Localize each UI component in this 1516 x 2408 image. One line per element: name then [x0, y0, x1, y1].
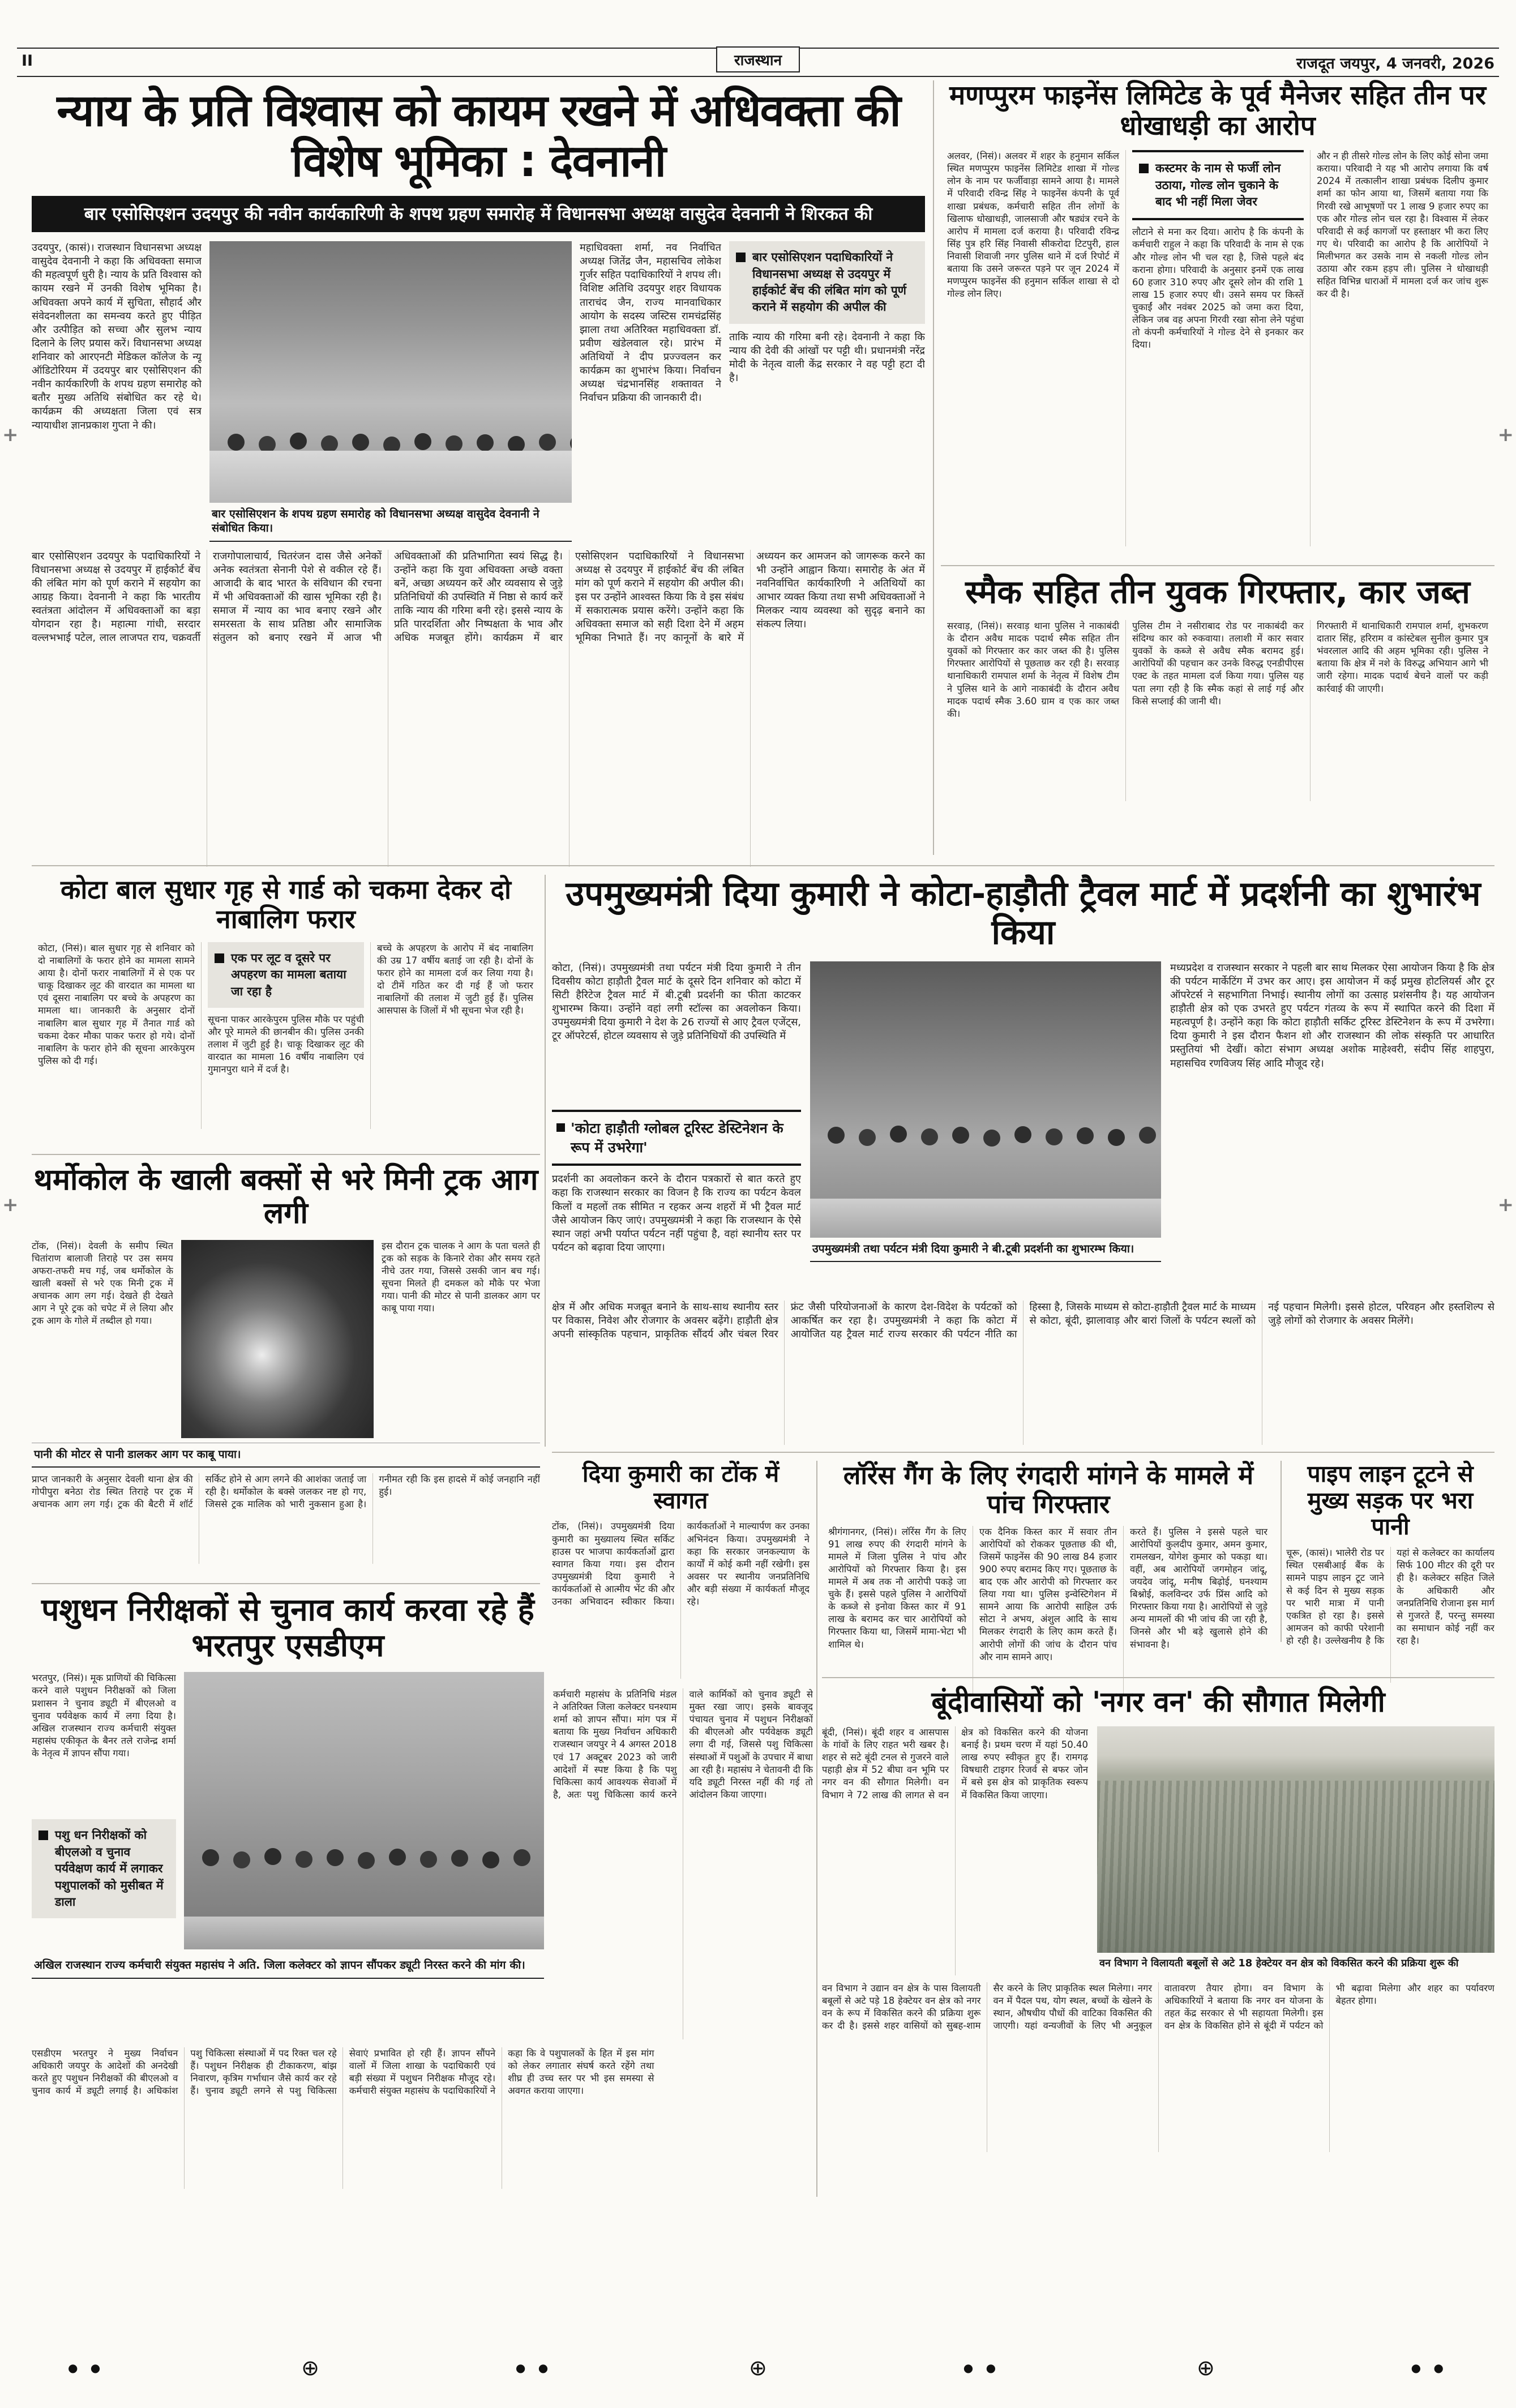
remand-col-2 [201, 942, 370, 1129]
fire-body-2: इस दौरान ट्रक चालक ने आग के पता चलते ही ट्रक को सड़क के किनारे रोका और समय रहते नीचे उतर गया, जिससे उसकी जान बच गई। सूचना मिलते ही दमकल को मौके पर भेजा गया। पानी की मोटर से पानी डालकर आग पर काबू पाया गया। [382, 1240, 540, 1314]
lead-top-row [32, 241, 925, 542]
article-smack [941, 574, 1494, 801]
registration-plus-icon: + [1497, 1194, 1514, 1216]
square-bullet-icon [736, 253, 746, 262]
remand-highlight-box [208, 942, 364, 1008]
remand-body-1: कोटा, (निसं)। बाल सुधार गृह से शनिवार को दो नाबालिगों के फरार होने का मामला सामने आया है। दोनों फरार नाबालिगों में से एक पर चाकू दिखाकर लूट की वारदात का मामला था एवं दूसरा नाबालिग पर बच्चे के अपहरण का मामला था। जानकारी के अनुसार दोनों नाबालिग बाल सुधार गृह में तैनात गार्ड को चकमा देकर मौका पाकर फरार हो गये। दोनों नाबालिग के फरार होने की सूचना आरकेपुरम पुलिस को दी गई। [38, 942, 195, 1066]
mart-body-left: कोटा, (निसं)। उपमुख्यमंत्री तथा पर्यटन मंत्री दिया कुमारी ने तीन दिवसीय कोटा हाड़ौती ट्रैवल मार्ट के दूसरे दिन शनिवार को कोटा में सिटी हैरिटेज ट्रैवल मार्ट में बी.टूबी प्रदर्शनी का फीता काटकर शुभारम्भ किया। उन्होंने वहां लगी स्टॉल्स का अवलोकन किया। उपमुख्यमंत्री दिया कुमारी ने देश के 26 राज्यों से आए ट्रैवल एजेंट्स, टूर ऑपरेटर्स, होटल व्यवसाय से जुड़े प्रतिनिधियों की उपस्थिति में [552, 961, 801, 1042]
square-bullet-icon [38, 1830, 48, 1840]
mart-top-row [552, 961, 1494, 1293]
pipe-headline: पाइप लाइन टूटने से मुख्य सड़क पर भरा पानी [1307, 1460, 1474, 1541]
lead-subhead: बार एसोसिएशन उदयपुर की नवीन कार्यकारिणी के शपथ ग्रहण समारोह में विधानसभा अध्यक्ष वासुदेव देवनानी ने शिरकत की [32, 196, 925, 232]
cattle-body-bottom: एसडीएम भरतपुर ने मुख्य निर्वाचन अधिकारी जयपुर के आदेशों की अनदेखी करते हुए पशुधन निरीक्षकों की बीएलओ व चुनाव कार्य में ड्यूटी लगाई है। अधिकांश पशु चिकित्सा संस्थाओं में पद रिक्त चल रहे हैं। पशुधन निरीक्षक ही टीकाकरण, बांझ निवारण, कृत्रिम गर्भाधान जैसे कार्य कर रहे हैं। चुनाव ड्यूटी लगने से पशु चिकित्सा सेवाएं प्रभावित हो रही हैं। ज्ञापन सौंपने वालों में जिला शाखा के पदाधिकारी एवं बड़ी संख्या में पशुधन निरीक्षक मौजूद रहे। कर्मचारी संयुक्त महासंघ के पदाधिकारियों ने कहा कि वे पशुपालकों के हित में इस मांग को लेकर लगातार संघर्ष करते रहेंगे तथा शीघ्र ही उच्च स्तर पर भी इस समस्या से अवगत कराया जाएगा। [32, 2048, 654, 2097]
fire-top-row [32, 1240, 540, 1438]
photo-figures [202, 1849, 219, 1866]
van-headline: बूंदीवासियों को 'नगर वन' की सौगात मिलेगी [931, 1686, 1385, 1718]
lead-body-left: उदयपुर, (कासं)। राजस्थान विधानसभा अध्यक्ष वासुदेव देवनानी ने कहा कि अधिवक्ता समाज की महत्वपूर्ण धुरी है। न्याय के प्रति विश्वास को कायम रखने में उनकी विशेष भूमिका है। अधिवक्ता अपने कार्य में सुचिता, सौहार्द और संवेदनशीलता का समन्वय करते हुए पीड़ित और उत्पीड़ित को सच्चा और सुलभ न्याय दिलाने के लिए प्रयास करें। विधानसभा अध्यक्ष शनिवार को आरएनटी मेडिकल कॉलेज के न्यू ऑडिटोरियम में उदयपुर बार एसोसिएशन की नवीन कार्यकारिणी के शपथ ग्रहण समारोह को बतौर मुख्य अतिथि संबोधित कर रहे थे। कार्यक्रम की अध्यक्षता जिला एवं सत्र न्यायाधीश ज्ञानप्रकाश गुप्ता ने की। [32, 242, 202, 431]
registration-target-icon: ⊕ [749, 2355, 767, 2380]
fire-photo-caption: पानी की मोटर से पानी डालकर आग पर काबू पाया। [32, 1443, 540, 1468]
van-top-row [822, 1726, 1494, 1975]
fire-body-1: टोंक, (निसं)। देवली के समीप स्थित चितांराण बालाजी तिराहे पर उस समय अफरा-तफरी मच गई, जब थर्मोकोल के खाली बक्सों से भरे एक मिनी ट्रक में अचानक आग लग गई। देखते ही देखते आग ने पूरे ट्रक को चपेट में ले लिया और ट्रक आग के गोले में तब्दील हो गया। [32, 1240, 173, 1327]
cattle-highlight-text: पशु धन निरीक्षकों को बीएलओ व चुनाव पर्यवेक्षण कार्य में लगाकर पशुपालकों को मुसीबत में डाला [55, 1828, 164, 1909]
lead-highlight-text: बार एसोसिएशन पदाधिकारियों ने विधानसभा अध्यक्ष से उदयपुर में हाईकोर्ट बेंच की लंबित मांग को पूर्ण कराने में सहयोग की अपील की [752, 250, 906, 314]
cattle-photo [184, 1672, 544, 1949]
article-mart [552, 875, 1494, 1445]
lead-highlight-box [729, 241, 925, 324]
lead-right-col [729, 241, 925, 542]
article-remand [32, 875, 540, 1129]
lead-photo [209, 241, 572, 503]
van-body-left: बूंदी, (निसं)। बूंदी शहर व आसपास के गांवों के लिए राहत भरी खबर है। शहर से सटे बूंदी टनल से गुजरने वाले पहाड़ी क्षेत्र में 52 बीघा वन भूमि पर नगर वन की सौगात मिलेगी। वन विभाग ने 72 लाख की लागत से वन क्षेत्र को विकसित करने की योजना बनाई है। प्रथम चरण में यहां 50.40 लाख रुपए स्वीकृत हुए हैं। रामगढ़ विषधारी टाइगर रिजर्व से बफर जोन में बसे इस क्षेत्र को प्राकृतिक स्वरूप में विकसित किया जाएगा। [822, 1727, 1088, 1800]
divider-horizontal [32, 865, 1494, 866]
cattle-highlight-box [32, 1819, 176, 1918]
gang-body-1: श्रीगंगानगर, (निसं)। लॉरेंस गैंग के लिए 91 लाख रुपए की रंगदारी मांगने के मामले में जिला पुलिस ने पांच और आरोपियों को गिरफ्तार किया है। इस मामले में अब तक नौ आरोपी पकड़े जा चुके हैं। इससे पहले पुलिस ने आरोपियों के कब्जे से इनोवा किस्त कार में 91 लाख के बरामद कर चार आरोपियों को गिरफ्तार किया था, जिसमें मामा-भेटा भी शामिल थे। [828, 1526, 966, 1650]
mart-quote-box [552, 1110, 801, 1166]
trim-dots-icon: ● ● [68, 2361, 105, 2375]
fraud-highlight-text: कस्टमर के नाम से फर्जी लोन उठाया, गोल्ड लोन चुकाने के बाद भी नहीं मिला जेवर [1155, 161, 1281, 208]
mart-photo [810, 961, 1161, 1238]
page-number: II [22, 52, 33, 70]
registration-plus-icon: + [1497, 424, 1514, 446]
divider-horizontal [32, 1583, 540, 1584]
photo-ground-band [184, 1917, 544, 1950]
cattle-main [32, 1592, 544, 2039]
divider-horizontal [822, 1677, 1494, 1678]
lead-body-right: ताकि न्याय की गरिमा बनी रहे। देवनानी ने कहा कि न्याय की देवी की आंखों पर पट्टी थी। प्रधानमंत्री नरेंद्र मोदी के नेतृत्व वाली केंद्र सरकार ने वह पट्टी हटा दी है। [729, 331, 925, 384]
remand-headline: कोटा बाल सुधार गृह से गार्ड को चकमा देकर दो नाबालिग फरार [61, 874, 511, 935]
lead-photo-block [209, 241, 572, 542]
registration-target-icon: ⊕ [301, 2355, 319, 2380]
cattle-body-side: कर्मचारी महासंघ के प्रतिनिधि मंडल ने अतिरिक्त जिला कलेक्टर घनश्याम शर्मा को ज्ञापन सौंपा। मांग पत्र में बताया कि मुख्य निर्वाचन अधिकारी राजस्थान जयपुर ने 4 अगस्त 2018 एवं 17 अक्टूबर 2023 को जारी आदेशों में स्पष्ट किया है कि पशु चिकित्सा कार्य आवश्यक सेवाओं में है, अतः पशु चिकित्सा कार्य करने वाले कार्मिकों को चुनाव ड्यूटी से मुक्त रखा जाए। इसके बावजूद पंचायत चुनाव में पशुधन निरीक्षकों की बीएलओ और पर्यवेक्षक ड्यूटी लगा दी गई, जिससे पशु चिकित्सा संस्थाओं में पशुओं के उपचार में बाधा आ रही है। महासंघ ने चेतावनी दी कि यदि ड्यूटी निरस्त नहीं की गई तो आंदोलन किया जाएगा। [553, 1689, 813, 1800]
divider-vertical [933, 80, 934, 855]
header-rule-bottom [17, 76, 1499, 77]
divider-vertical [545, 875, 546, 1447]
fraud-highlight-box [1132, 150, 1304, 220]
lead-headline: न्याय के प्रति विश्वास को कायम रखने में अधिवक्ता की विशेष भूमिका : देवनानी [57, 85, 900, 187]
article-pipe [1286, 1461, 1494, 1683]
mart-body-right: मध्यप्रदेश व राजस्थान सरकार ने पहली बार साथ मिलकर ऐसा आयोजन किया है कि क्षेत्र की पर्यटन मार्केटिंग में उभर कर आए। इस आयोजन में कई प्रमुख होटलियर्स और टूर ऑपरेटर्स ने सहभागिता निभाई। स्थानीय लोगों का उत्साह प्रशंसनीय है। यह आयोजन हाड़ौती क्षेत्र को एक उभरते हुए पर्यटन गंतव्य के रूप में स्थापित करने की दिशा में महत्वपूर्ण है। उन्होंने कहा कि कोटा हाड़ौती सर्किट टूरिस्ट डेस्टिनेशन के रूप में उभरेगा। दिया कुमारी ने इस दौरान फैशन शो और राजस्थान की लोक संस्कृति पर आधारित प्रस्तुतियां भी देखीं। कोटा संभाग अध्यक्ष अशोक माहेश्वरी, संदीप सिंह शाहपुरा, महासचिव रणविजय सिंह आदि मौजूद रहे। [1170, 961, 1494, 1070]
section-title: राजस्थान [716, 46, 800, 72]
pipe-body: चूरू, (कासं)। भालेरी रोड पर स्थित एसबीआई बैंक के सामने पाइप लाइन टूट जाने से कई दिन से मुख्य सड़क पर भारी मात्रा में पानी एकत्रित हो रहा है। इससे आमजन को काफी परेशानी हो रही है। उल्लेखनीय है कि यहां से कलेक्टर का कार्यालय सिर्फ 100 मीटर की दूरी पर ही है। कलेक्टर सहित जिले के अधिकारी और जनप्रतिनिधि रोजाना इस मार्ग से गुजरते हैं, परन्तु समस्या का समाधान कोई नहीं कर रहा है। [1286, 1547, 1494, 1646]
van-photo-caption: वन विभाग ने विलायती बबूलों से अटे 18 हेक्टेयर वन क्षेत्र को विकसित करने की प्रक्रिया शुरू की [1099, 1957, 1459, 1969]
fraud-body-3: और न ही तीसरे गोल्ड लोन के लिए कोई सोना जमा कराया। परिवादी ने यह भी आरोप लगाया कि वर्ष 2024 में तत्कालीन शाखा प्रबंधक दिलीप कुमार शर्मा का फोन आया था, जिसमें बताया गया कि गिरवी रखे आभूषणों पर 1 लाख 9 हजार रुपए का एक और गोल्ड लोन चल रहा है। विश्वास में लेकर परिवादी से कई कागजों पर हस्ताक्षर भी करा लिए गए थे। परिवादी का आरोप है कि आरोपियों ने मिलीभगत कर उसके नाम से नकली गोल्ड लोन उठाया और रकम हड़प ली। पुलिस ने धोखाधड़ी सहित विभिन्न धाराओं में मामला दर्ज कर जांच शुरू कर दी है। [1310, 150, 1494, 546]
mart-photo-block [810, 961, 1161, 1293]
smack-headline: स्मैक सहित तीन युवक गिरफ्तार, कार जब्त [965, 574, 1470, 611]
mart-quote-text: 'कोटा हाड़ौती ग्लोबल टूरिस्ट डेस्टिनेशन के रूप में उभरेगा' [571, 1119, 783, 1156]
van-body-bottom: वन विभाग ने उद्यान वन क्षेत्र के पास विलायती बबूलों से अटे पड़े 18 हेक्टेयर वन क्षेत्र को नगर वन के रूप में विकसित करने की प्रक्रिया शुरू कर दी है। इससे शहर वासियों को सुबह-शाम सैर करने के लिए प्राकृतिक स्थल मिलेगा। नगर वन में पैदल पथ, योग स्थल, बच्चों के खेलने के स्थान, औषधीय पौधों की वाटिका विकसित की जाएगी। यहां वन्यजीवों के लिए भी अनुकूल वातावरण तैयार होगा। वन विभाग के अधिकारियों ने बताया कि नगर वन योजना के तहत केंद्र सरकार से भी सहायता मिलेगी। इस वन क्षेत्र के विकसित होने से बूंदी में पर्यटन को भी बढ़ावा मिलेगा और शहर का पर्यावरण बेहतर होगा। [822, 1983, 1494, 2031]
mart-body-bottom: क्षेत्र में और अधिक मजबूत बनाने के साथ-साथ स्थानीय स्तर पर विकास, निवेश और रोजगार के अवसर बढ़ेंगे। हाड़ौती क्षेत्र अपनी सांस्कृतिक पहचान, प्राकृतिक सौंदर्य और चंबल रिवर फ्रंट जैसी परियोजनाओं के कारण देश-विदेश के पर्यटकों को आकर्षित कर रहा है। उपमुख्यमंत्री ने कहा कि कोटा में आयोजित यह ट्रैवल मार्ट राज्य सरकार की पर्यटन नीति का हिस्सा है, जिसके माध्यम से कोटा-हाड़ौती ट्रैवल मार्ट के माध्यम से कोटा, बूंदी, झालावाड़ और बारां जिलों के पर्यटन स्थलों को नई पहचान मिलेगी। इससे होटल, परिवहन और हस्तशिल्प से जुड़े लोगों को रोजगार के अवसर मिलेंगे। [552, 1301, 1494, 1340]
article-gang [822, 1461, 1275, 1696]
square-bullet-icon [556, 1123, 565, 1132]
divider-horizontal [32, 1154, 540, 1155]
mart-left-col [552, 961, 801, 1293]
cattle-left-col [32, 1672, 176, 1949]
van-photo-block [1097, 1726, 1494, 1975]
mart-headline: उपमुख्यमंत्री दिया कुमारी ने कोटा-हाड़ौती ट्रैवल मार्ट में प्रदर्शनी का शुभारंभ किया [566, 874, 1481, 953]
smack-body-1: सरवाड़, (निसं)। सरवाड़ थाना पुलिस ने नाकाबंदी के दौरान अवैध मादक पदार्थ स्मैक सहित तीन युवकों को गिरफ्तार कर कार जब्त की है। पुलिस गिरफ्तार आरोपियों से पूछताछ कर रही है। सरवाड़ थानाधिकारी रामपाल शर्मा के नेतृत्व में विशेष टीम ने पुलिस थाने के आगे नाकाबंदी के दौरान अवैध मादक पदार्थ स्मैक 3.60 ग्राम व एक कार जब्त की। [947, 620, 1119, 719]
article-cattle [32, 1592, 813, 2189]
mart-photo-caption: उपमुख्यमंत्री तथा पर्यटन मंत्री दिया कुमारी ने बी.टूबी प्रदर्शनी का शुभारम्भ किया। [810, 1238, 1161, 1262]
footer-marks [68, 2355, 1448, 2380]
fraud-body-2: लौटाने से मना कर दिया। आरोप है कि कंपनी के कर्मचारी राहुल ने कहा कि परिवादी के नाम से एक और गोल्ड लोन भी चल रहा है, जिसे पहले बंद कराना होगा। परिवादी के अनुसार इनमें एक लाख 60 हजार 310 रुपए और दूसरे लोन की राशि 1 लाख 15 हजार रुपए थी। उसने समय पर किस्तें चुकाईं और नवंबर 2025 को जमा करा दिया, लेकिन जब वह अपना गिरवी रखा सोना लेने पहुंचा तो कंपनी कर्मचारियों ने गोल्ड देने से इनकार कर दिया। [1132, 226, 1304, 350]
cattle-intro: भरतपुर, (निसं)। मूक प्राणियों की चिकित्सा करने वाले पशुधन निरीक्षकों को जिला प्रशासन ने चुनाव ड्यूटी में बीएलओ व चुनाव पर्यवेक्षक कार्य में लगा दिया है। अखिल राजस्थान राज्य कर्मचारी संयुक्त महासंघ एकीकृत के बैनर तले राजेन्द्र शर्मा के नेतृत्व में ज्ञापन सौंपा गया। [32, 1673, 176, 1759]
article-lead [32, 86, 925, 867]
trim-dots-icon: ● ● [963, 2361, 1001, 2375]
trim-dots-icon: ● ● [1411, 2361, 1448, 2375]
cattle-photo-caption: अखिल राजस्थान राज्य कर्मचारी संयुक्त महासंघ ने अति. जिला कलेक्टर को ज्ञापन सौंपकर ड्यूटी निरस्त करने की मांग की। [32, 1954, 544, 1978]
registration-plus-icon: + [2, 1194, 19, 1216]
photo-floor-band [810, 1199, 1161, 1237]
smack-body-3: गिरफ्तारी में थानाधिकारी रामपाल शर्मा, शुभकरण दातार सिंह, हरिराम व कांस्टेबल सुनील कुमार पुत्र भंवरलाल आदि की अहम भूमिका रही। पुलिस ने बताया कि क्षेत्र में नशे के विरुद्ध अभियान आगे भी जारी रहेगा। मादक पदार्थ बेचने वालों पर कड़ी कार्रवाई की जाएगी। [1310, 620, 1494, 801]
gang-headline: लॉरेंस गैंग के लिए रंगदारी मांगने के मामले में पांच गिरफ्तार [843, 1460, 1254, 1520]
gang-columns [822, 1526, 1275, 1696]
registration-plus-icon: + [2, 424, 19, 446]
cattle-photo-row [32, 1672, 544, 1949]
fraud-headline: मणप्पुरम फाइनेंस लिमिटेड के पूर्व मैनेजर सहित तीन पर धोखाधड़ी का आरोप [949, 80, 1486, 142]
fraud-col-2 [1125, 150, 1310, 546]
divider-vertical [1281, 1461, 1282, 1642]
square-bullet-icon [215, 953, 224, 963]
registration-target-icon: ⊕ [1196, 2355, 1215, 2380]
divider-horizontal [552, 1452, 1494, 1453]
remand-body-2: सूचना पाकर आरकेपुरम पुलिस मौके पर पहुंची और पूरे मामले की छानबीन की। पुलिस उनकी तलाश में जुटी हुई है। चाकू दिखाकर लूट की वारदात का मामला 16 वर्षीय नाबालिग एवं गुमानपुरा थाने में दर्ज है। [208, 1014, 364, 1075]
square-bullet-icon [1139, 164, 1149, 173]
article-fire [32, 1164, 540, 1564]
edition-dateline: राजदूत जयपुर, 4 जनवरी, 2026 [1296, 55, 1494, 72]
lead-body-bottom: बार एसोसिएशन उदयपुर के पदाधिकारियों ने विधानसभा अध्यक्ष से उदयपुर में हाईकोर्ट बेंच की लंबित मांग को पूर्ण कराने में सहयोग का आग्रह किया। देवनानी ने कहा कि भारतीय स्वतंत्रता आंदोलन में अधिवक्ताओं का बड़ा योगदान रहा है। महात्मा गांधी, सरदार वल्लभभाई पटेल, लाल लाजपत राय, चक्रवर्ती राजगोपालाचार्य, चितरंजन दास जैसे अनेकों अनेक स्वतंत्रता सेनानी पेशे से वकील रहे हैं। आजादी के बाद भारत के संविधान की रचना में भी अधिवक्ताओं की खास भूमिका रही है। समाज में न्याय का भाव बनाए रखने और समरसता के साथ प्रतिष्ठा और सामाजिक संतुलन को बनाए रखने में आज भी अधिवक्ताओं की प्रतिभागिता स्वयं सिद्ध है। उन्होंने कहा कि युवा अधिवक्ता अच्छे वक्ता बनें, अच्छा अध्ययन करें और व्यवसाय से जुड़े प्रतिनिधियों की उपस्थिति में निष्ठा से कार्य करें ताकि न्याय की गरिमा बनी रहे। इससे न्याय के प्रति पारदर्शिता और निष्पक्षता के भाव और अधिक मजबूत होंगे। कार्यक्रम में बार एसोसिएशन पदाधिकारियों ने विधानसभा अध्यक्ष से उदयपुर में हाईकोर्ट बेंच की लंबित मांग को पूर्ण कराने में सहयोग की अपील की। इस पर उन्होंने आश्वस्त किया कि वे इस संबंध में सकारात्मक प्रयास करेंगे। उन्होंने कहा कि अधिवक्ता समाज को सही दिशा देने में अहम भूमिका निभाते हैं। नए कानूनों के बारे में अध्ययन कर आमजन को जागरूक करने का भी उन्होंने आह्वान किया। समारोह के अंत में नवनिर्वाचित कार्यकारिणी ने अतिथियों का आभार व्यक्त किया तथा सभी अधिवक्ताओं ने मिलकर न्याय व्यवस्था को सुदृढ़ बनाने का संकल्प लिया। [32, 550, 925, 644]
fire-headline: थर्मोकोल के खाली बक्सों से भरे मिनी ट्रक आग लगी [33, 1163, 538, 1231]
remand-columns [32, 942, 540, 1129]
fire-photo [181, 1240, 374, 1438]
gang-body-3: करते हैं। पुलिस ने इससे पहले चार आरोपियों कुलदीप कुमार, अमन कुमार, रामलखन, योगेश कुमार को पकड़ा था। वहीं, अब आरोपियों जगमोहन जांदू, जयदेव जांदू, मनीष बिढ़ोई, घनश्याम बिश्नोई, कलविन्दर उर्फ प्रिंस आदि को गिरफ्तार किया गया है। आरोपियों से जुड़े अन्य मामलों की भी जांच की जा रही है, जिनसे और भी बड़े खुलासे होने की संभावना है। [1123, 1526, 1274, 1696]
tonk-headline: दिया कुमारी का टोंक में स्वागत [582, 1460, 780, 1514]
photo-scrub-texture [1097, 1781, 1494, 1953]
cattle-side-col [553, 1592, 813, 2039]
lead-body-mid: महाधिवक्ता शर्मा, नव निर्वाचित अध्यक्ष जितेंद्र जैन, महासचिव लोकेश गुर्जर सहित पदाधिकारियों ने शपथ ली। विशिष्ट अतिथि उदयपुर शहर विधायक ताराचंद जैन, राज्य मानवाधिकार आयोग के सदस्य जस्टिस रामचंद्रसिंह झाला तथा अतिरिक्त महाधिवक्ता डॉ. प्रवीण खंडेलवाल रहे। प्रारंभ में अतिथियों ने दीप प्रज्ज्वलन कर कार्यक्रम का शुभारंभ किया। निर्वाचन अध्यक्ष चंद्रभानसिंह शक्तावत ने निर्वाचन प्रक्रिया की जानकारी दी। [580, 242, 721, 404]
tonk-body: टोंक, (निसं)। उपमुख्यमंत्री दिया कुमारी का मुख्यालय स्थित सर्किट हाउस पर भाजपा कार्यकर्ताओं द्वारा स्वागत किया गया। इस दौरान उपमुख्यमंत्री दिया कुमारी ने कार्यकर्ताओं से आत्मीय भेंट की और उनका अभिवादन स्वीकार किया। कार्यकर्ताओं ने माल्यार्पण कर उनका अभिनंदन किया। उपमुख्यमंत्री ने कहा कि सरकार जनकल्याण के कार्यों में कोई कमी नहीं रखेगी। इस अवसर पर स्थानीय जनप्रतिनिधि और बड़ी संख्या में कार्यकर्ता मौजूद रहे। [552, 1521, 810, 1607]
van-photo [1097, 1726, 1494, 1953]
photo-figures [828, 1127, 845, 1144]
divider-horizontal [941, 565, 1494, 566]
cattle-headline: पशुधन निरीक्षकों से चुनाव कार्य करवा रहे हैं भरतपुर एसडीएम [41, 1592, 534, 1663]
fire-body-bottom: प्राप्त जानकारी के अनुसार देवली थाना क्षेत्र की गोपीपुरा बनेठा रोड स्थित तिराहे पर ट्रक में अचानक आग लग गई। ट्रक की बैटरी में शॉर्ट सर्किट होने से आग लगने की आशंका जताई जा रही है। थर्मोकोल के बक्से जलकर नष्ट हो गए, जिससे ट्रक मालिक को भारी नुकसान हुआ है। गनीमत रही कि इस हादसे में कोई जनहानि नहीं हुई। [32, 1473, 540, 1510]
smack-columns [941, 620, 1494, 801]
remand-highlight-text: एक पर लूट व दूसरे पर अपहरण का मामला बताया जा रहा है [231, 951, 346, 998]
divider-vertical [816, 1461, 817, 2197]
photo-table-band [209, 451, 572, 503]
remand-body-3: बच्चे के अपहरण के आरोप में बंद नाबालिग की उम्र 17 वर्षीय बताई जा रही है। दोनों के फरार होने का मामला दर्ज कर लिया गया है। दो टीमें गठित कर दी गई हैं जो फरार नाबालिगों की तलाश में जुटी हुई हैं। पुलिस आसपास के जिलों में भी सूचना भेज रही है। [370, 942, 539, 1129]
mart-body-left-2: प्रदर्शनी का अवलोकन करने के दौरान पत्रकारों से बात करते हुए कहा कि राजस्थान सरकार का विजन है कि राज्य का पर्यटन केवल किलों व महलों तक सीमित न रहकर अन्य शहरों में भी ट्रैवल मार्ट जैसे आयोजन किए जाएं। उपमुख्यमंत्री ने कहा कि राजस्थान के ऐसे स्थान जहां अभी पर्याप्त पर्यटन नहीं पहुंचा है, वहां स्थानीय स्तर पर पर्यटन को बढ़ावा दिया जाएगा। [552, 1173, 801, 1254]
fraud-columns [941, 150, 1494, 546]
smack-body-2: पुलिस टीम ने नसीराबाद रोड पर नाकाबंदी कर संदिग्ध कार को रुकवाया। तलाशी में कार सवार युवकों के कब्जे से अवैध स्मैक बरामद हुई। आरोपियों की पहचान कर उनके विरुद्ध एनडीपीएस एक्ट के तहत मामला दर्ज किया गया। पुलिस यह पता लगा रही है कि स्मैक कहां से लाई गई और किसे सप्लाई की जानी थी। [1125, 620, 1310, 801]
article-fraud [941, 80, 1494, 546]
gang-body-2: एक दैनिक किस्त कार में सवार तीन आरोपियों को रोककर पूछताछ की थी, जिसमें फाइनेंस की 90 लाख 84 हजार 900 रुपए बरामद किए गए। पूछताछ के बाद एक और आरोपी को गिरफ्तार कर लिया गया था। पुलिस इन्वेस्टिगेशन में सामने आया कि आरोपी साहिल उर्फ सोटा ने अभय, अंशुल आदि के साथ मिलकर रंगदारी के लिए काम करते हैं। आरोपी लोगों की जांच के दौरान पांच और नाम सामने आए। [973, 1526, 1123, 1696]
cattle-top-row [32, 1592, 813, 2039]
trim-dots-icon: ● ● [515, 2361, 553, 2375]
fraud-body-1: अलवर, (निसं)। अलवर में शहर के हनुमान सर्किल स्थित मणप्पुरम फाइनेंस लिमिटेड शाखा में गोल्ड लोन के नाम पर फर्जीवाड़ा सामने आया है। मामले में परिवादी रविन्द्र सिंह ने फाइनेंस कंपनी के पूर्व शाखा प्रबंधक, कर्मचारी सहित तीन लोगों के खिलाफ धोखाधड़ी, जालसाजी और षड्यंत्र रचने के आरोप में मामला दर्ज कराया है। परिवादी रविन्द्र सिंह पुत्र हरि सिंह निवासी सीकरोदा टिटपुरी, हाल निवासी शिवाजी नगर पुलिस थाने में दर्ज रिपोर्ट में बताया कि उसने जरूरत पड़ने पर जून 2024 में मणप्पुरम फाइनेंस की हनुमान सर्किल शाखा से दो गोल्ड लोन लिए। [947, 151, 1119, 300]
article-van [822, 1686, 1494, 2152]
photo-figures [228, 434, 245, 451]
lead-photo-caption: बार एसोसिएशन के शपथ ग्रहण समारोह को विधानसभा अध्यक्ष वासुदेव देवनानी ने संबोधित किया। [209, 503, 572, 542]
